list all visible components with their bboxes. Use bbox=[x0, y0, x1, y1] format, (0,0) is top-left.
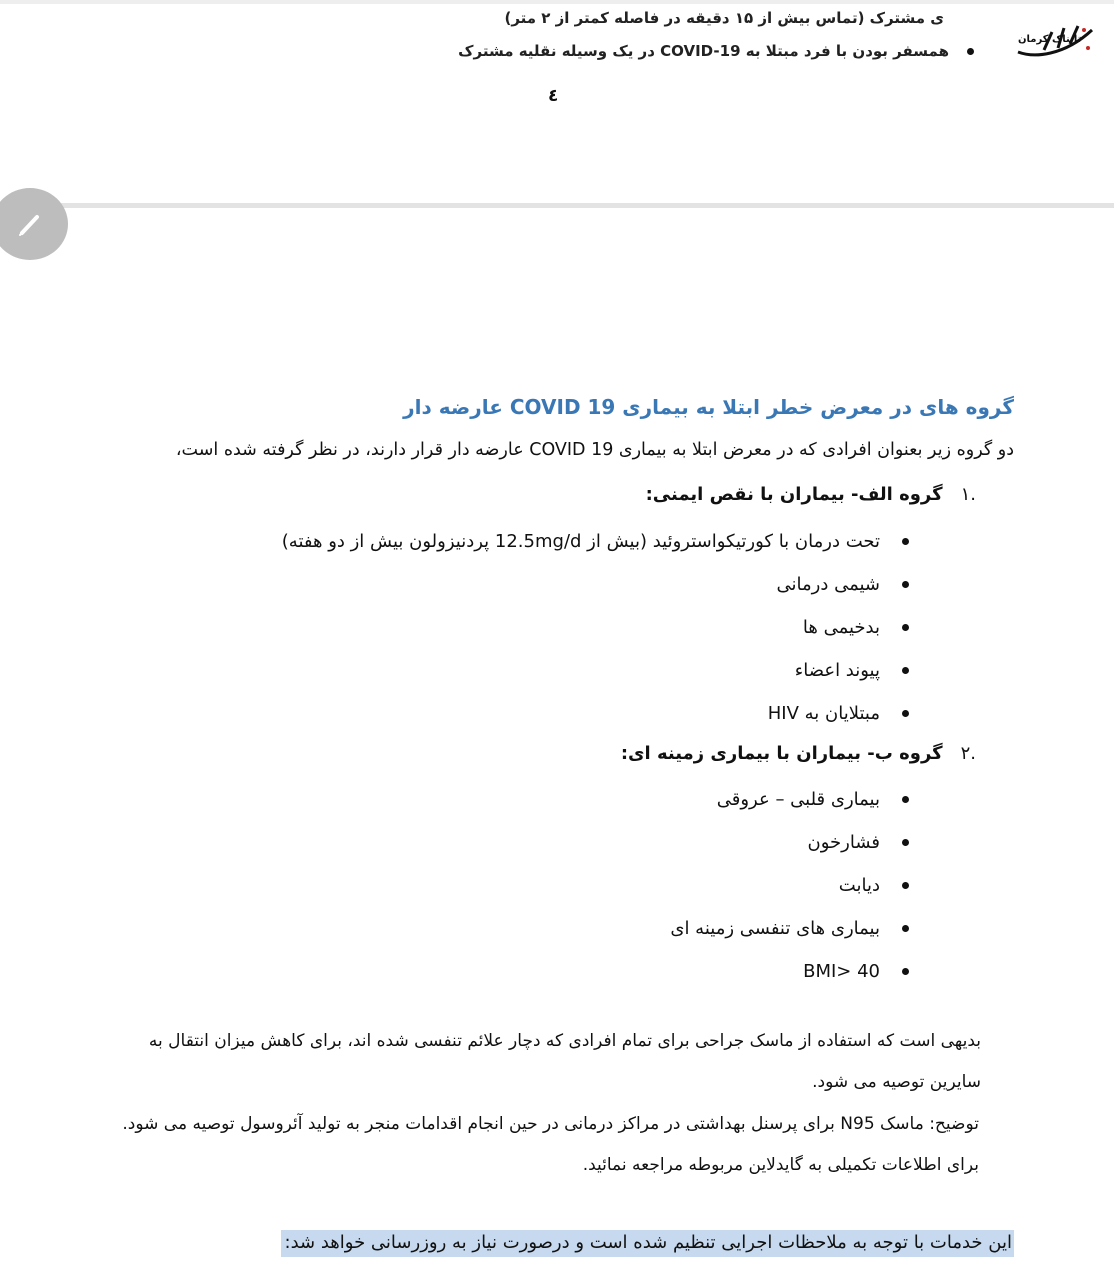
list-item bbox=[768, 692, 909, 735]
list-item-text: بیماری قلبی – عروقی bbox=[716, 789, 880, 810]
list-item bbox=[717, 778, 909, 821]
list-item-text: بیماری های تنفسی زمینه ای bbox=[670, 918, 880, 939]
list-item bbox=[808, 821, 909, 864]
list-item-text: مبتلایان به HIV bbox=[767, 703, 880, 724]
group-b-title bbox=[621, 743, 976, 764]
group-a-title bbox=[646, 484, 976, 505]
bullet-icon bbox=[902, 882, 909, 889]
list-item bbox=[795, 649, 909, 692]
highlighted-note: این خدمات با توجه به ملاحظات اجرایی تنظیم شده است و درصورت نیاز به روزرسانی خواهد شد: bbox=[281, 1230, 1014, 1257]
list-item bbox=[670, 907, 909, 950]
bullet-icon bbox=[902, 710, 909, 717]
edit-button[interactable] bbox=[0, 188, 68, 260]
group-b-list bbox=[670, 778, 909, 993]
bullet-icon bbox=[902, 839, 909, 846]
bullet-icon bbox=[902, 538, 909, 545]
list-item bbox=[777, 563, 910, 606]
list-item bbox=[803, 950, 909, 993]
mask-paragraph: بدیهی است که استفاده از ماسک جراحی برای تمام افرادی که دچار علائم تنفسی شده اند، برای کاهش میزان انتقال به سایرین توصیه می شود. bbox=[148, 1031, 981, 1092]
list-item-text: دیابت bbox=[838, 875, 880, 896]
continuation-line: ی مشترک (تماس بیش از ۱۵ دقیقه در فاصله کمتر از ۲ متر) bbox=[504, 9, 944, 27]
list-item-text: فشارخون bbox=[807, 832, 880, 853]
pencil-icon bbox=[14, 208, 46, 240]
top-bullet-item bbox=[458, 42, 974, 60]
group-b-number: ۲. bbox=[960, 743, 976, 764]
list-item bbox=[839, 864, 909, 907]
tabnak-kerman-logo bbox=[1014, 22, 1100, 60]
section-heading: گروه های در معرض خطر ابتلا به بیماری COVID 19 عارضه دار bbox=[403, 395, 1014, 419]
bullet-icon bbox=[967, 48, 974, 55]
bullet-icon bbox=[902, 624, 909, 631]
list-item-text: پیوند اعضاء bbox=[794, 660, 880, 681]
list-item-text: تحت درمان با کورتیکواستروئید (بیش از 12.5mg/d پردنیزولون بیش از دو هفته) bbox=[281, 531, 880, 552]
top-strip bbox=[0, 0, 1114, 4]
list-item bbox=[803, 606, 909, 649]
list-item-text: بدخیمی ها bbox=[802, 617, 880, 638]
list-item-text: BMI> 40 bbox=[803, 961, 880, 982]
bullet-icon bbox=[902, 925, 909, 932]
page-separator bbox=[60, 203, 1114, 208]
group-a-label: گروه الف- بیماران با نقص ایمنی: bbox=[645, 484, 943, 505]
bullet-icon bbox=[902, 667, 909, 674]
note-paragraph: توضیح: ماسک N95 برای پرسنل بهداشتی در مراکز درمانی در حین انجام اقدامات منجر به تولید آئروسول توصیه می شود. برای اطلاعات تکمیلی به گایدلاین مربوطه مراجعه نمائید. bbox=[122, 1114, 979, 1175]
page-number: ٤ bbox=[548, 86, 559, 106]
bullet-icon bbox=[902, 796, 909, 803]
group-a-list bbox=[282, 520, 909, 735]
bullet-icon bbox=[902, 581, 909, 588]
bullet-text: همسفر بودن با فرد مبتلا به COVID-19 در یک وسیله نقلیه مشترک bbox=[458, 42, 949, 60]
group-a-number: ۱. bbox=[960, 484, 976, 505]
svg-text:تابناک کرمان: تابناک کرمان bbox=[1018, 34, 1082, 45]
list-item-text: شیمی درمانی bbox=[776, 574, 880, 595]
list-item bbox=[282, 520, 909, 563]
intro-text: دو گروه زیر بعنوان افرادی که در معرض ابتلا به بیماری COVID 19 عارضه دار قرار دارند، در نظر گرفته شده است، bbox=[175, 440, 1014, 460]
group-b-label: گروه ب- بیماران با بیماری زمینه ای: bbox=[620, 743, 943, 764]
bullet-icon bbox=[902, 968, 909, 975]
